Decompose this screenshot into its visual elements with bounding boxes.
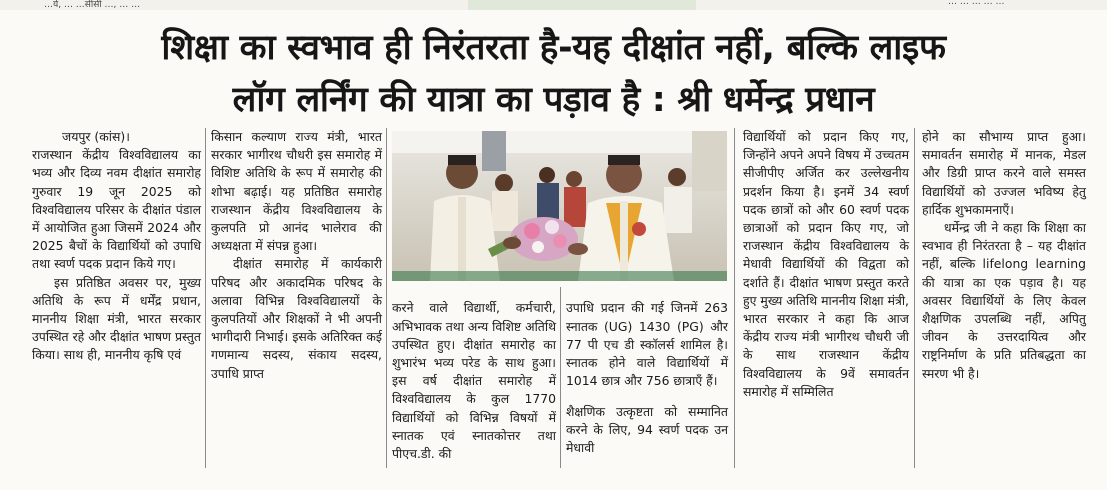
- article-column-6: [922, 128, 1086, 383]
- article-paragraph: इस प्रतिष्ठित अवसर पर, मुख्य अतिथि के रूप में धर्मेंद्र प्रधान, माननीय शिक्षा मंत्री, भारत सरकार उपस्थित रहे और दीक्षांत भाषण प्रस्तुत किया। साथ ही, माननीय कृषि एवं: [32, 274, 201, 363]
- masthead-color-block: [468, 0, 696, 10]
- headline-line-2: लॉग लर्निंग की यात्रा का पड़ाव है : श्री धर्मेन्द्र प्रधान: [232, 80, 875, 120]
- felicitation-photo-image: [392, 131, 727, 281]
- article-paragraph: दीक्षांत समारोह में कार्यकारी परिषद और अकादमिक परिषद के अलावा विभिन्न विश्वविद्यालयों के कुलपतियों और शिक्षकों ने भी अपनी भागीदारी निभाई। इसके अतिरिक्त कई गणमान्य सदस्य, संकाय सदस्य, उपाधि प्राप्त: [211, 256, 382, 381]
- article-paragraph: राजस्थान केंद्रीय विश्वविद्यालय का भव्य और दिव्य नवम दीक्षांत समारोह गुरुवार 19 जून 2025 को विश्वविद्यालय परिसर के दीक्षांत पंडाल में आयोजित हुआ जिसमें 2024 और 2025 बैचों के विद्यार्थियों को उपाधि तथा स्वर्ण पदक प्रदान किये गए।: [32, 147, 201, 272]
- column-rule: [914, 128, 915, 468]
- headline: [0, 22, 1107, 126]
- article-column-2: [211, 128, 382, 383]
- article-column-3: [392, 287, 556, 476]
- masthead-fragment-right: … … … … …: [948, 0, 1005, 7]
- article-paragraph: करने वाले विद्यार्थी, कर्मचारी, अभिभावक तथा अन्य विशिष्ट अतिथि उपस्थित हुए। दीक्षांत समारोह का शुभारंभ भव्य परेड के साथ हुआ। इस वर्ष दीक्षांत समारोह में विश्वविद्यालय के कुल 1770 विद्यार्थियों को विभिन्न विषयों में स्नातक एवं स्नातकोत्तर तथा पीएच.डी. की: [392, 300, 556, 462]
- article-column-5: [743, 128, 909, 401]
- article-paragraph: होने का सौभाग्य प्राप्त हुआ। समावर्तन समारोह में मानक, मेडल और डिग्री प्राप्त करने वाले समस्त विद्यार्थियों को उज्जल भविष्य हेतु हार्दिक शुभकामनाएँ।: [922, 129, 1086, 217]
- column-rule: [386, 128, 387, 468]
- article-paragraph: धर्मेन्द्र जी ने कहा कि शिक्षा का स्वभाव ही निरंतरता है – यह दीक्षांत नहीं, बल्कि lifelong learning की यात्रा का एक पड़ाव है। यह अवसर विद्यार्थियों के लिए केवल शैक्षणिक उपलब्धि नहीं, अपितु जीवन के उत्तरदायित्व और राष्ट्रनिर्माण के प्रति प्रतिबद्धता का स्मरण भी है।: [922, 220, 1086, 381]
- article-column-4: [566, 287, 728, 470]
- masthead-fragment-left: …र्य, … …सीसी …, … …: [44, 0, 141, 10]
- article-paragraph: शैक्षणिक उत्कृष्टता को सम्मानित करने के लिए, 94 स्वर्ण पदक उन मेधावी: [566, 403, 728, 456]
- column-rule: [734, 128, 735, 468]
- article-paragraph: विद्यार्थियों को प्रदान किए गए, जिन्होंने अपने अपने विषय में उच्चतम सीजीपीए अर्जित कर उल्लेखनीय प्रदर्शन किया है। इनमें 34 स्वर्ण पदक छात्रों को और 60 स्वर्ण पदक छात्राओं को प्रदान किए गए, जो राजस्थान केंद्रीय विश्वविद्यालय के मेधावी विद्यार्थियों की विद्वता को दर्शाते हैं। दीक्षांत भाषण प्रस्तुत करते हुए मुख्य अतिथि माननीय शिक्षा मंत्री, भारत सरकार ने कहा कि आज केंद्रीय राज्य मंत्री भागीरथ चौधरी जी के साथ राजस्थान केंद्रीय विश्वविद्यालय के 9वें समावर्तन समारोह में सम्मिलित: [743, 129, 909, 399]
- article-column-1: [32, 128, 201, 365]
- column-rule: [560, 287, 561, 468]
- dateline: जयपुर (कांस)।: [62, 129, 130, 144]
- column-rule: [205, 128, 206, 468]
- article-paragraph: उपाधि प्रदान की गई जिनमें 263 स्नातक (UG) 1430 (PG) और 77 पी एच डी स्कॉलर्स शामिल है। स्नातक होने वाले विद्यार्थियों में 1014 छात्र और 756 छात्राएँ हैं।: [566, 300, 728, 389]
- article-paragraph: किसान कल्याण राज्य मंत्री, भारत सरकार भागीरथ चौधरी इस समारोह में विशिष्ट अतिथि के रूप में समारोह की शोभा बढ़ाई। यह प्रतिष्ठित समारोह राजस्थान केंद्रीय विश्वविद्यालय के कुलपति प्रो आनंद भालेराव की अध्यक्षता में संपन्न हुआ।: [211, 129, 382, 254]
- news-photo: [392, 131, 727, 281]
- headline-line-1: शिक्षा का स्वभाव ही निरंतरता है-यह दीक्षांत नहीं, बल्कि लाइफ: [161, 28, 946, 68]
